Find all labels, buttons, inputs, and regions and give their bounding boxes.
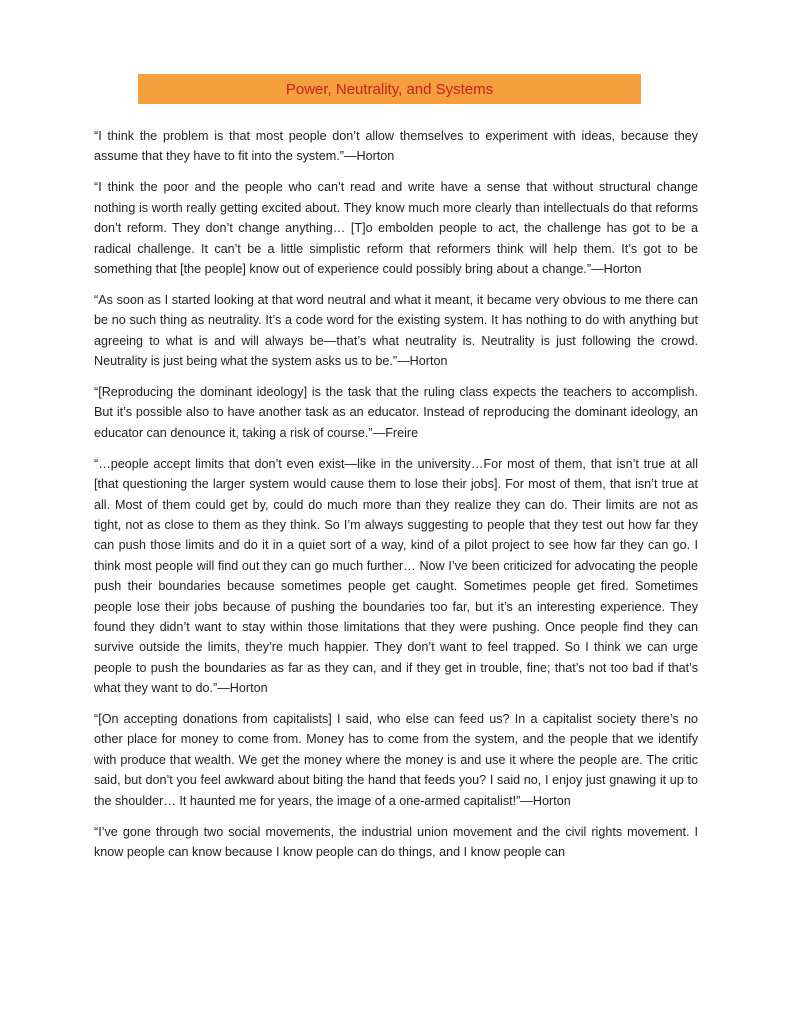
quote-paragraph: “…people accept limits that don’t even exist—like in the university…For most of them, that isn’t true at all [that questioning the larger system would cause them to lose their jobs]. For most of them, that isn’t true at all. Most of them could get by, could do much more than they realize they can do. Their limits are not as tight, not as close to them as they think. So I’m always suggesting to people that they test out how far they can push those limits and do it in a quiet sort of a way, kind of a pilot project to see how far they can go. I think most people will find out they can go much further… Now I’ve been criticized for advocating the people push their boundaries because sometimes people get caught. Sometimes people get fired. Sometimes people lose their jobs because of pushing the boundaries too far, but it’s an interesting experience. They found they didn’t want to stay within those limitations that they were pushing. Once people find they can survive outside the limits, they’re much happier. They don’t want to feel trapped. So I think we can urge people to push the boundaries as far as they can, and if they get in trouble, fine; that’s not too bad if that’s what they want to do.”—Horton (94, 456, 698, 696)
quote-paragraph: “I think the poor and the people who can’t read and write have a sense that without structural change nothing is worth really getting excited about. They know much more clearly than intellectuals do that reforms don’t reform. They don’t change anything… [T]o embolden people to act, the challenge has got to be a radical challenge. It can’t be a little simplistic reform that reformers think will help them. It’s got to be something that [the people] know out of experience could possibly bring about a change.”—Horton (94, 180, 698, 276)
quote-paragraph: “[Reproducing the dominant ideology] is the task that the ruling class expects the teachers to accomplish. But it’s possible also to have another task as an educator. Instead of reproducing the dominant ideology, an educator can denounce it, taking a risk of course.”—Freire (94, 384, 698, 440)
quote-paragraph: “As soon as I started looking at that word neutral and what it meant, it became very obvious to me there can be no such thing as neutrality. It’s a code word for the existing system. It has nothing to do with anything but agreeing to what is and will always be—that’s what neutrality is. Neutrality is just following the crowd. Neutrality is just being what the system asks us to be.”—Horton (94, 292, 698, 369)
quote-paragraph: “I’ve gone through two social movements, the industrial union movement and the civil rights movement. I know people can know because I know people can do things, and I know people can (94, 824, 698, 859)
title-banner (138, 74, 641, 104)
page-title: Power, Neutrality, and Systems (285, 80, 494, 98)
quote-paragraph: “[On accepting donations from capitalists] I said, who else can feed us? In a capitalist society there’s no other place for money to come from. Money has to come from the system, and the people that we identify with produce that wealth. We get the money where the money is and use it where the people are. The critic said, but don’t you feel awkward about biting the hand that feeds you? I said no, I enjoy just gnawing it up to the shoulder… It haunted me for years, the image of a one-armed capitalist!”—Horton (94, 712, 698, 808)
quotes-section (94, 126, 698, 873)
quote-paragraph: “I think the problem is that most people don’t allow themselves to experiment with ideas, because they assume that they have to fit into the system.”—Horton (94, 129, 698, 164)
